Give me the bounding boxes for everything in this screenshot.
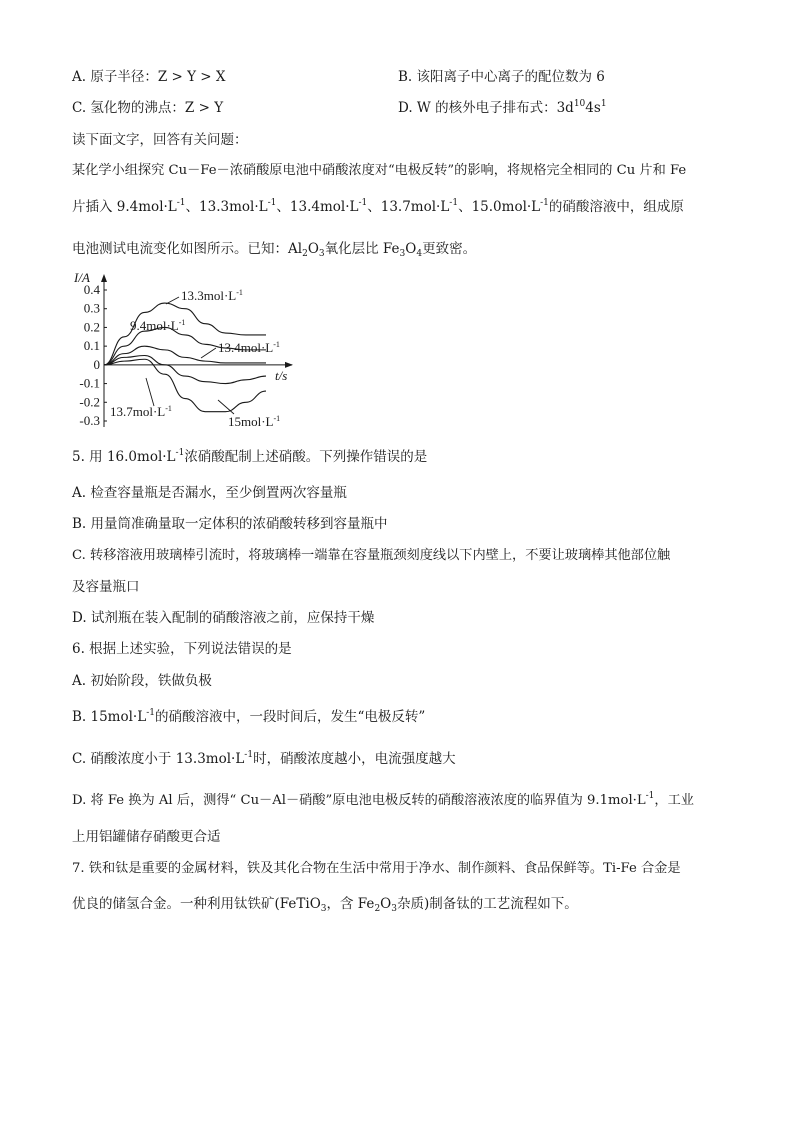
y-tick-label: -0.1: [79, 375, 100, 391]
y-tick-label: 0.2: [83, 319, 100, 335]
q7-line-2: 优良的储氢合金。一种利用钛铁矿(FeTiO$_3$，含 $Fe_2O_3$杂质)制备钛的工艺流程如下。: [72, 896, 578, 914]
y-tick-label: -0.2: [79, 394, 100, 410]
q6-option-d-line2: 上用铝罐储存硝酸更合适: [72, 829, 221, 845]
q6-option-c: C. 硝酸浓度小于 $13.3mol\cdot L^{-1}$时，硝酸浓度越小，电流强度越大: [72, 750, 456, 767]
q6-option-a: A. 初始阶段，铁做负极: [72, 673, 212, 689]
q5-option-a: A. 检查容量瓶是否漏水，至少倒置两次容量瓶: [72, 485, 347, 501]
q4-option-a: A. 原子半径：Z > Y > X: [72, 69, 226, 85]
q5-option-c-line1: C. 转移溶液用玻璃棒引流时，将玻璃棒一端靠在容量瓶颈刻度线以下内壁上，不要让玻璃棒其他部位触: [72, 548, 671, 563]
q7-line-1: 7. 铁和钛是重要的金属材料，铁及其化合物在生活中常用于净水、制作颜料、食品保鲜等。Ti-Fe 合金是: [72, 861, 681, 876]
q5-stem: 5. 用 $16.0mol\cdot L^{-1}$浓硝酸配制上述硝酸。下列操作错误的是: [72, 448, 428, 465]
y-tick-label: 0.1: [83, 338, 100, 354]
series-leader-line: [201, 348, 216, 358]
y-axis-arrow: [101, 274, 107, 282]
y-axis-label: I/A: [74, 270, 90, 285]
reading-intro: 读下面文字，回答有关问题：: [72, 132, 248, 148]
q5-option-b: B. 用量筒准确量取一定体积的浓硝酸转移到容量瓶中: [72, 516, 388, 532]
passage-line-3: 电池测试电流变化如图所示。已知：$Al_2O_3$氧化层比 $Fe_3O_4$更致密。: [72, 241, 477, 259]
passage-line-2: 片插入 $9.4mol\cdot L^{-1}$、$13.3mol\cdot L^{-1}$、$13.4mol\cdot L^{-1}$、$13.7mol\cdot L^{-1}$、$15.0mol\cdot L^{-1}$的硝酸溶液中，组成原: [72, 198, 684, 215]
series-label: $15mol\cdot L^{-1}$: [228, 414, 281, 429]
passage-line-1: 某化学小组探究 Cu－Fe－浓硝酸原电池中硝酸浓度对“电极反转”的影响，将规格完全相同的 Cu 片和 Fe: [72, 163, 687, 178]
series-label: $13.7mol\cdot L^{-1}$: [110, 404, 172, 419]
series-leader-line: [146, 378, 154, 406]
y-tick-label: -0.3: [79, 413, 100, 428]
q5-option-c-line2: 及容量瓶口: [72, 579, 140, 595]
x-axis-label: t/s: [275, 367, 288, 383]
series-leader-line: [166, 297, 179, 304]
q4-option-b: B. 该阳离子中心离子的配位数为 6: [398, 69, 605, 85]
series-label: $9.4mol\cdot L^{-1}$: [130, 318, 186, 333]
y-tick-label: 0: [93, 356, 100, 372]
current-time-chart: [66, 266, 306, 434]
y-tick-label: 0.4: [83, 282, 100, 297]
q6-option-b: B. $15mol\cdot L^{-1}$的硝酸溶液中，一段时间后，发生“电极反转”: [72, 708, 426, 725]
series-line: [104, 303, 266, 365]
q4-option-d: D. W 的核外电子排布式：$3d^{10}4s^1$: [398, 99, 607, 116]
series-line: [104, 356, 266, 384]
q6-option-d-line1: D. 将 Fe 换为 Al 后，测得“ Cu－Al－硝酸”原电池电极反转的硝酸溶液浓度的临界值为 $9.1mol\cdot L^{-1}$，工业: [72, 791, 694, 808]
series-label: $13.3mol\cdot L^{-1}$: [181, 288, 243, 303]
y-tick-label: 0.3: [83, 300, 100, 316]
series-label: $13.4mol\cdot L^{-1}$: [218, 340, 280, 355]
q5-option-d: D. 试剂瓶在装入配制的硝酸溶液之前，应保持干燥: [72, 610, 375, 626]
q4-option-c: C. 氢化物的沸点：Z > Y: [72, 100, 224, 116]
q6-stem: 6. 根据上述实验，下列说法错误的是: [72, 641, 292, 657]
